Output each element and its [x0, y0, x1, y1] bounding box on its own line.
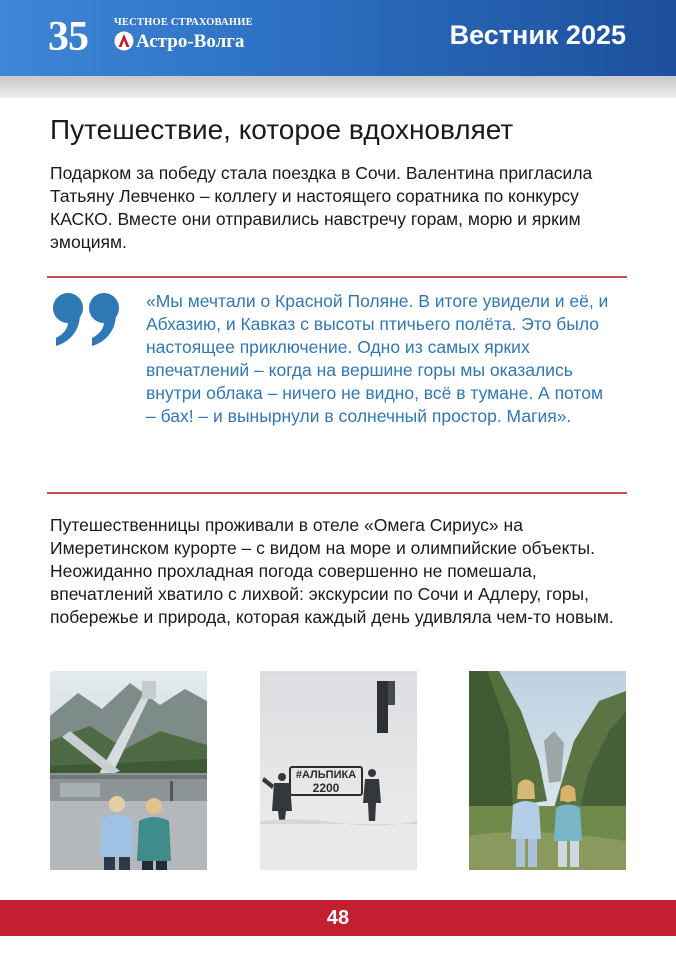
- article-paragraph-hotel: Путешественницы проживали в отеле «Омега Сириус» на Имеретинском курорте – с видом на море и олимпийские объекты. Неожиданно прохладная погода совершенно не помешала, впечатлений хватило с лихвой: экскурсии по Сочи и Адлеру, горы, побережье и природа, которая каждый день удивляла чем-то новым.: [50, 515, 614, 627]
- article-quote: «Мы мечтали о Красной Поляне. В итоге увидели и её, и Абхазию, и Кавказ с высоты птичьего полёта. Это было настоящее приключение. Одно из самых ярких впечатлений – когда на вершине горы мы оказались внутри облака – ничего не видно, всё в тумане. А потом – бах! – и вынырнули в солнечный простор. Магия».: [146, 291, 609, 426]
- page-header: [0, 0, 676, 76]
- quote-bottom-divider: [47, 492, 627, 494]
- photo-mountain-valley: [469, 671, 626, 870]
- logo-anniversary-number: 35: [48, 14, 88, 60]
- svg-text:#АЛЬПИКА: #АЛЬПИКА: [295, 769, 357, 781]
- photo-ski-jump: [50, 671, 207, 870]
- photo-alpika-sign: [260, 671, 417, 870]
- quote-marks-icon: [52, 292, 122, 346]
- article-paragraph-intro: Подарком за победу стала поездка в Сочи. Валентина пригласила Татьяну Левченко – коллегу и настоящего соратника по конкурсу КАСКО. Вместе они отправились навстречу горам, морю и ярким эмоциям.: [50, 163, 593, 252]
- logo-emblem-icon: [114, 31, 134, 51]
- svg-text:2200: 2200: [312, 781, 340, 795]
- logo-company-name: Астро-Волга: [136, 31, 245, 52]
- article-title: Путешествие, которое вдохновляет: [50, 114, 514, 145]
- header-divider: [0, 76, 676, 98]
- page-footer: [0, 900, 676, 936]
- quote-top-divider: [47, 276, 627, 278]
- page-number: 48: [326, 907, 350, 929]
- logo-tagline: ЧЕСТНОЕ СТРАХОВАНИЕ: [114, 17, 253, 28]
- issue-title: Вестник 2025: [449, 20, 626, 50]
